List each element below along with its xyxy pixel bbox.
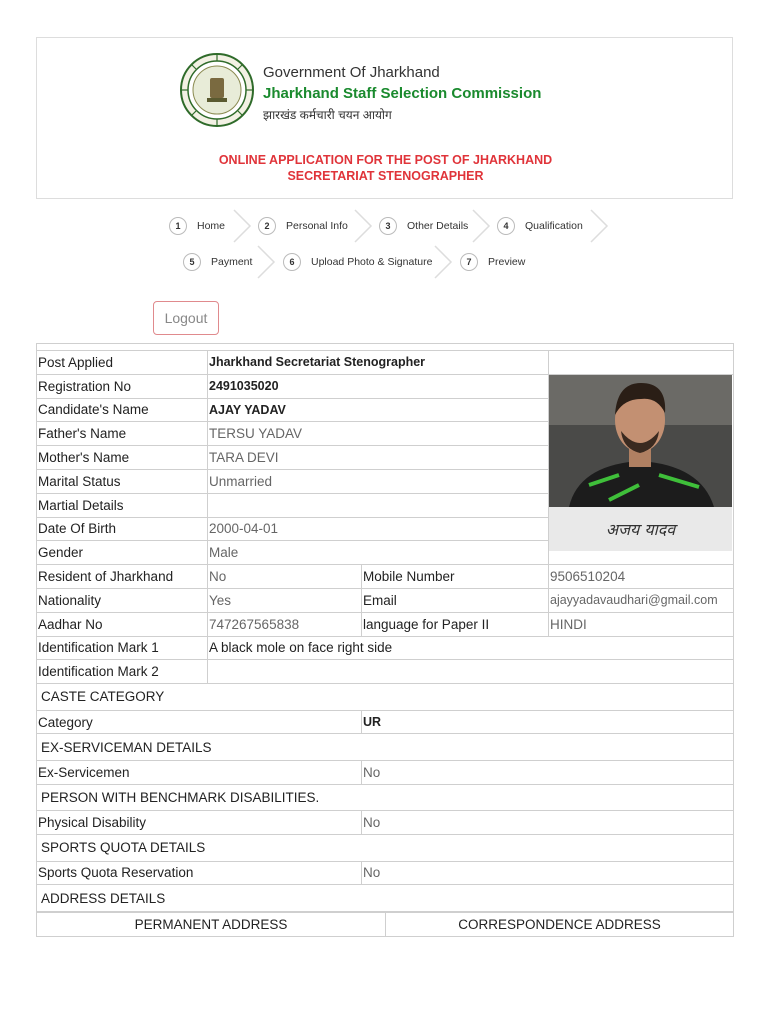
disability-heading: PERSON WITH BENCHMARK DISABILITIES.: [37, 784, 734, 811]
header-banner: [36, 37, 733, 199]
field-value: No: [362, 811, 734, 835]
step-upload-photo-signature[interactable]: [283, 253, 432, 271]
step-label: Home: [197, 220, 226, 232]
field-value: Male: [208, 541, 549, 565]
field-label: language for Paper II: [362, 612, 549, 636]
field-label: Candidate's Name: [37, 398, 208, 422]
field-label: Father's Name: [37, 422, 208, 446]
permanent-address-heading: PERMANENT ADDRESS: [37, 912, 386, 936]
field-label: Post Applied: [37, 351, 208, 375]
sports-quota-heading: SPORTS QUOTA DETAILS: [37, 835, 734, 862]
field-label: Martial Details: [37, 493, 208, 517]
commission-title: Jharkhand Staff Selection Commission: [263, 85, 542, 102]
field-value: 2000-04-01: [208, 517, 549, 541]
step-personal-info[interactable]: [258, 217, 348, 235]
step-other-details[interactable]: [379, 217, 468, 235]
table-row: [37, 565, 734, 589]
step-number: 5: [183, 253, 201, 271]
logout-button[interactable]: Logout: [153, 301, 219, 335]
field-value: AJAY YADAV: [208, 398, 549, 422]
field-value: No: [362, 861, 734, 885]
field-label: Physical Disability: [37, 811, 362, 835]
section-header: [37, 684, 734, 711]
field-label: Gender: [37, 541, 208, 565]
step-qualification[interactable]: [497, 217, 583, 235]
field-value: TERSU YADAV: [208, 422, 549, 446]
field-label: Identification Mark 1: [37, 636, 208, 660]
jharkhand-seal-icon: [179, 52, 255, 128]
field-label: Resident of Jharkhand: [37, 565, 208, 589]
step-label: Other Details: [407, 220, 469, 232]
step-number: 7: [460, 253, 478, 271]
field-value: Yes: [208, 588, 362, 612]
chevron-right-icon: [471, 209, 491, 243]
table-row: [37, 710, 734, 734]
field-value: 747267565838: [208, 612, 362, 636]
candidate-photo: [549, 375, 732, 507]
table-row: [37, 612, 734, 636]
chevron-right-icon: [256, 245, 276, 279]
step-number: 6: [283, 253, 301, 271]
field-value: A black mole on face right side: [208, 636, 734, 660]
field-value: Unmarried: [208, 469, 549, 493]
step-home[interactable]: [169, 217, 225, 235]
photo-signature-cell: [549, 374, 734, 564]
table-row: [37, 861, 734, 885]
field-label: Registration No: [37, 374, 208, 398]
field-label: Nationality: [37, 588, 208, 612]
field-label: Identification Mark 2: [37, 660, 208, 684]
step-label: Personal Info: [286, 220, 348, 232]
caste-category-heading: CASTE CATEGORY: [37, 684, 734, 711]
table-row: [37, 760, 734, 784]
table-row: [37, 636, 734, 660]
field-value: 2491035020: [208, 374, 549, 398]
field-value: Jharkhand Secretariat Stenographer: [208, 351, 549, 375]
section-header: [37, 734, 734, 761]
field-label: Sports Quota Reservation: [37, 861, 362, 885]
table-row: [37, 588, 734, 612]
step-preview[interactable]: [460, 253, 525, 271]
table-row: [37, 912, 734, 936]
field-value: HINDI: [549, 612, 734, 636]
step-number: 1: [169, 217, 187, 235]
field-label: Aadhar No: [37, 612, 208, 636]
table-row: [37, 374, 734, 398]
section-header: [37, 784, 734, 811]
field-label: Email: [362, 588, 549, 612]
field-value: TARA DEVI: [208, 446, 549, 470]
field-label: Ex-Servicemen: [37, 760, 362, 784]
field-label: Mobile Number: [362, 565, 549, 589]
field-value: No: [362, 760, 734, 784]
application-details-table: [36, 343, 733, 937]
step-payment[interactable]: [183, 253, 252, 271]
step-number: 3: [379, 217, 397, 235]
section-header: [37, 835, 734, 862]
candidate-signature: अजय यादव: [549, 507, 732, 551]
commission-title-hindi: झारखंड कर्मचारी चयन आयोग: [263, 108, 392, 122]
correspondence-address-heading: CORRESPONDENCE ADDRESS: [386, 912, 734, 936]
chevron-right-icon: [353, 209, 373, 243]
field-value: 9506510204: [549, 565, 734, 589]
step-label: Payment: [211, 256, 253, 268]
chevron-right-icon: [589, 209, 609, 243]
field-label: Date Of Birth: [37, 517, 208, 541]
field-label: Category: [37, 710, 362, 734]
field-value: UR: [362, 710, 734, 734]
step-label: Qualification: [525, 220, 583, 232]
step-number: 4: [497, 217, 515, 235]
government-title: Government Of Jharkhand: [263, 64, 440, 81]
field-label: Marital Status: [37, 469, 208, 493]
table-row: [37, 660, 734, 684]
chevron-right-icon: [433, 245, 453, 279]
field-value: ajayyadavaudhari@gmail.com: [549, 588, 734, 612]
chevron-right-icon: [232, 209, 252, 243]
field-label: Mother's Name: [37, 446, 208, 470]
application-title: ONLINE APPLICATION FOR THE POST OF JHARKHAND SECRETARIAT STENOGRAPHER: [218, 153, 553, 183]
field-value: No: [208, 565, 362, 589]
field-value: [208, 493, 549, 517]
step-number: 2: [258, 217, 276, 235]
step-label: Upload Photo & Signature: [311, 256, 433, 268]
step-label: Preview: [488, 256, 526, 268]
ex-serviceman-heading: EX-SERVICEMAN DETAILS: [37, 734, 734, 761]
address-details-heading: ADDRESS DETAILS: [37, 885, 734, 912]
field-value: [208, 660, 734, 684]
table-row: [37, 351, 734, 375]
section-header: [37, 885, 734, 912]
table-row: [37, 811, 734, 835]
